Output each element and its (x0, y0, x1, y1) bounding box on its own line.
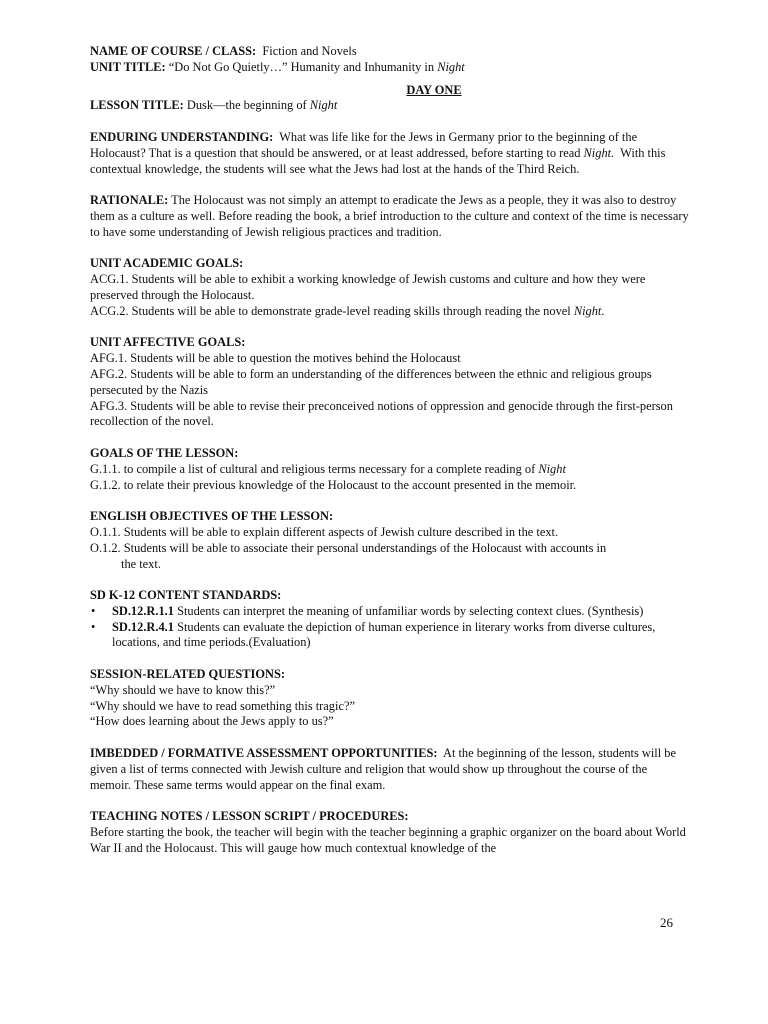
assessment-label: IMBEDDED / FORMATIVE ASSESSMENT OPPORTUNITIES: (90, 746, 438, 761)
rationale-label: RATIONALE: (90, 193, 169, 208)
assessment: IMBEDDED / FORMATIVE ASSESSMENT OPPORTUNITIES: At the beginning of the lesson, students will be given a list of terms connected with Jewish culture and religion that would show up throughout the course of the memoir. These same terms would appear on the final exam. (90, 746, 676, 792)
academic-goals-heading: UNIT ACADEMIC GOALS: (90, 256, 244, 271)
unit-title-line (90, 60, 690, 76)
objective-1-2-continued: the text. (121, 556, 161, 571)
course-value: Fiction and Novels (262, 44, 357, 58)
bullet-icon: • (91, 603, 96, 618)
standards-list (90, 604, 690, 651)
questions-heading: SESSION-RELATED QUESTIONS: (90, 667, 285, 682)
standards-heading: SD K-12 CONTENT STANDARDS: (90, 588, 282, 603)
lesson-title (90, 98, 690, 114)
afg-2: AFG.2. Students will be able to form an understanding of the differences between the ethnic and religious groups persecuted by the Nazis (90, 366, 652, 397)
standard-item: • SD.12.R.4.1 Students can evaluate the depiction of human experience in literary works from diverse cultures, locations, and time periods.(Evaluation) (91, 619, 656, 650)
standard-code: SD.12.R.1.1 (112, 603, 174, 618)
enduring-label: ENDURING UNDERSTANDING: (90, 129, 274, 144)
teaching-notes-text: Before starting the book, the teacher will begin with the teacher beginning a graphic organizer on the board about World War II and the Holocaust. This will gauge how much contextual knowledge of the (90, 825, 686, 855)
afg-1: AFG.1. Students will be able to question the motives behind the Holocaust (90, 351, 461, 366)
lesson-title-night: Night (309, 98, 338, 113)
question-2: “Why should we have to read something this tragic?” (90, 698, 355, 713)
question-3: “How does learning about the Jews apply to us?” (90, 714, 334, 729)
page-number: 26 (660, 915, 673, 930)
english-objectives-heading: ENGLISH OBJECTIVES OF THE LESSON: (90, 509, 334, 524)
document-page (90, 44, 690, 857)
affective-goals-heading: UNIT AFFECTIVE GOALS: (90, 335, 246, 350)
unit-title-value: “Do Not Go Quietly…” Humanity and Inhumanity in (168, 59, 435, 74)
day-heading: DAY ONE (406, 82, 462, 97)
question-1: “Why should we have to know this?” (90, 682, 276, 697)
lesson-goals-heading: GOALS OF THE LESSON: (90, 445, 239, 460)
standard-code: SD.12.R.4.1 (112, 619, 174, 634)
standard-item: • SD.12.R.1.1 Students can interpret the meaning of unfamiliar words by selecting context clues. (Synthesis) (91, 603, 644, 618)
goal-1-1: G.1.1. to compile a list of cultural and religious terms necessary for a complete reading of Night (90, 461, 566, 476)
goal-1-2: G.1.2. to relate their previous knowledge of the Holocaust to the account presented in the memoir. (90, 477, 577, 492)
acg-1: ACG.1. Students will be able to exhibit a working knowledge of Jewish customs and culture and how they were preserved through the Holocaust. (90, 272, 646, 302)
objective-1-1: O.1.1. Students will be able to explain different aspects of Jewish culture described in the text. (90, 524, 559, 539)
unit-title-label: UNIT TITLE: (90, 59, 166, 74)
bullet-icon: • (91, 619, 96, 634)
afg-3: AFG.3. Students will be able to revise their preconceived notions of oppression and genocide through the first-person recollection of the novel. (90, 398, 673, 429)
lesson-title-value: Dusk—the beginning of (186, 98, 307, 113)
rationale: RATIONALE: The Holocaust was not simply an attempt to eradicate the Jews as a people, they it was also to destroy them as a culture as well. Before reading the book, a brief introduction to the culture and context of the time is necessary to have some understanding of Jewish religious practices and tradition. (90, 193, 689, 239)
teaching-notes-heading: TEACHING NOTES / LESSON SCRIPT / PROCEDURES: (90, 809, 409, 824)
course-line (90, 44, 690, 60)
unit-title-night: Night (437, 59, 465, 74)
lesson-title-label: LESSON TITLE: (90, 98, 184, 113)
course-label: NAME OF COURSE / CLASS: (90, 44, 257, 58)
acg-2: ACG.2. Students will be able to demonstrate grade-level reading skills through reading the novel Night. (90, 303, 605, 318)
enduring-understanding: ENDURING UNDERSTANDING: What was life like for the Jews in Germany prior to the beginning of the Holocaust? That is a question that should be answered, or at least addressed, before starting to read Night. With this contextual knowledge, the students will see what the Jews had lost at the hands of the Third Reich. (90, 129, 666, 176)
objective-1-2: O.1.2. Students will be able to associate their personal understandings of the Holocaust with accounts in (90, 540, 607, 555)
